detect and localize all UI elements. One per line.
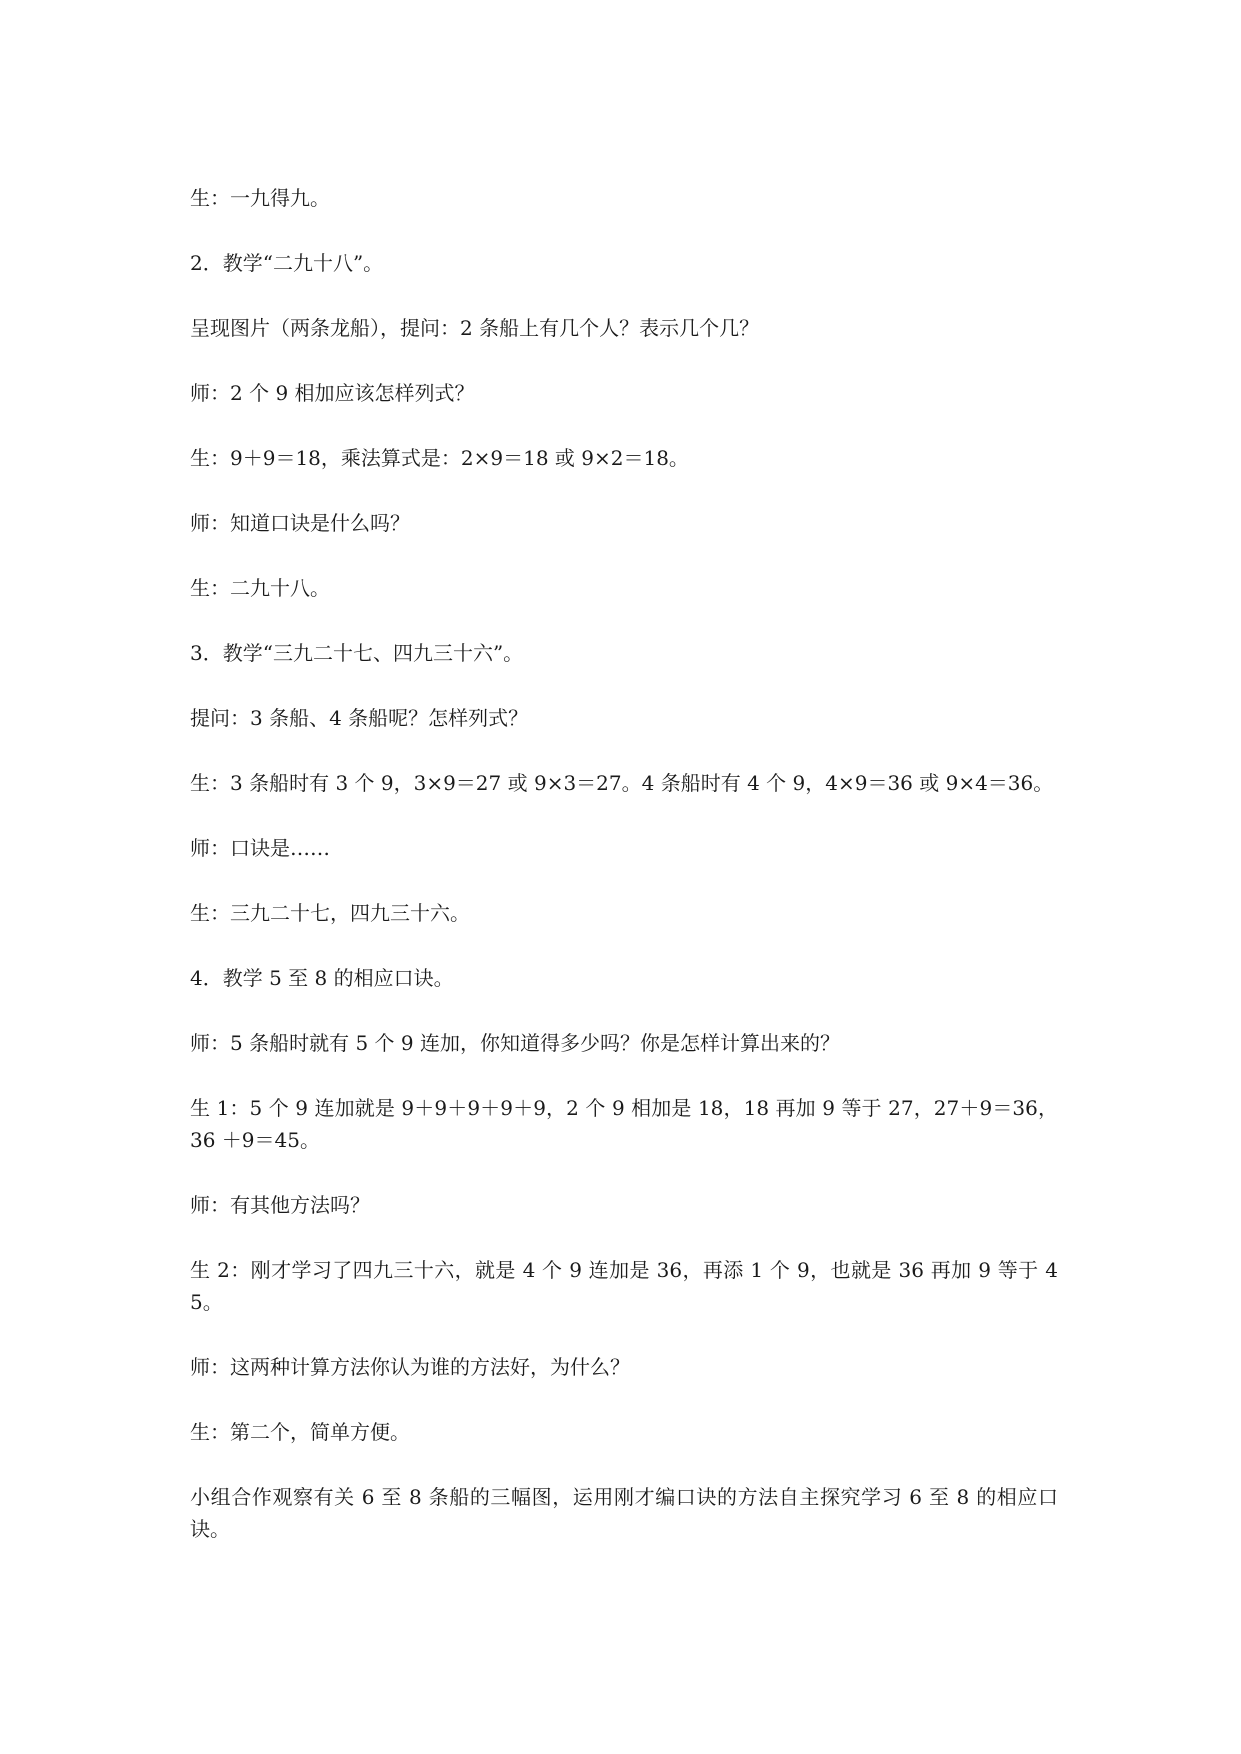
paragraph-14: 师：5 条船时就有 5 个 9 连加，你知道得多少吗？你是怎样计算出来的？ <box>190 1031 840 1055</box>
paragraph-4: 师：2 个 9 相加应该怎样列式？ <box>190 381 475 405</box>
paragraph-19: 生：第二个，简单方便。 <box>190 1420 410 1444</box>
paragraph-5: 生：9＋9＝18，乘法算式是：2×9＝18 或 9×2＝18。 <box>190 446 689 470</box>
document-body <box>190 182 1058 1578</box>
paragraph-9: 提问：3 条船、4 条船呢？怎样列式？ <box>190 706 529 730</box>
paragraph-3: 呈现图片（两条龙船），提问：2 条船上有几个人？表示几个几？ <box>190 316 760 340</box>
paragraph-12: 生：三九二十七，四九三十六。 <box>190 901 470 925</box>
paragraph-11: 师：口诀是…… <box>190 836 330 860</box>
paragraph-17: 生 2：刚才学习了四九三十六，就是 4 个 9 连加是 36，再添 1 个 9，也就是 36 再加 9 等于 45。 <box>190 1258 1058 1314</box>
paragraph-13: 4．教学 5 至 8 的相应口诀。 <box>190 966 454 990</box>
paragraph-18: 师：这两种计算方法你认为谁的方法好，为什么？ <box>190 1355 630 1379</box>
paragraph-1: 生：一九得九。 <box>190 186 330 210</box>
paragraph-10: 生：3 条船时有 3 个 9，3×9＝27 或 9×3＝27。4 条船时有 4 个 9，4×9＝36 或 9×4＝36。 <box>190 771 1054 795</box>
paragraph-20: 小组合作观察有关 6 至 8 条船的三幅图，运用刚才编口诀的方法自主探究学习 6 至 8 的相应口诀。 <box>190 1485 1058 1541</box>
paragraph-7: 生：二九十八。 <box>190 576 330 600</box>
paragraph-8: 3．教学“三九二十七、四九三十六”。 <box>190 641 524 665</box>
paragraph-6: 师：知道口诀是什么吗？ <box>190 511 410 535</box>
paragraph-2: 2．教学“二九十八”。 <box>190 251 384 275</box>
paragraph-15: 生 1：5 个 9 连加就是 9＋9＋9＋9＋9，2 个 9 相加是 18，18 再加 9 等于 27，27＋9＝36，36 ＋9＝45。 <box>190 1096 1058 1152</box>
paragraph-16: 师：有其他方法吗？ <box>190 1193 370 1217</box>
